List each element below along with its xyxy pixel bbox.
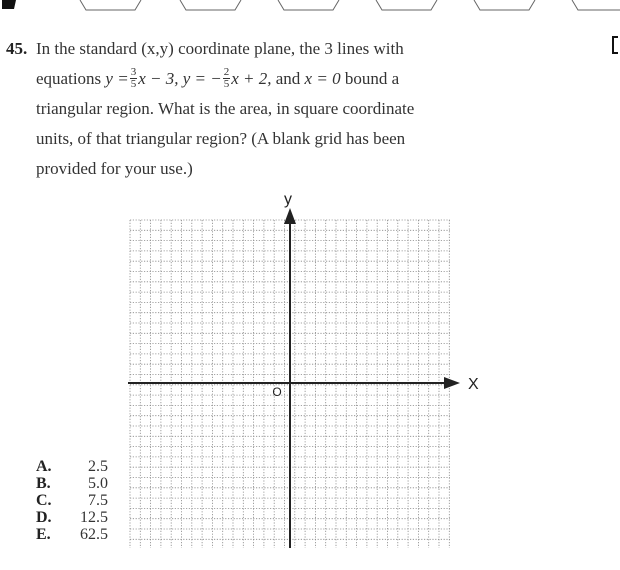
question-text: In the standard (x,y) coordinate plane, the 3 lines with bbox=[36, 39, 404, 58]
header-triangle bbox=[80, 0, 141, 10]
origin-label: O bbox=[272, 385, 282, 399]
header-triangle bbox=[278, 0, 339, 10]
question-line bbox=[36, 34, 404, 64]
question-line-equations bbox=[36, 64, 399, 94]
fraction-2-5: $\frac{2}{5}$ bbox=[223, 65, 230, 90]
choice-letter: C. bbox=[36, 492, 52, 509]
question-text: units, of that triangular region? (A blank grid has been bbox=[36, 129, 406, 148]
question-text: equations bbox=[36, 69, 102, 88]
x-axis-arrow bbox=[444, 377, 460, 389]
equation-1-rest: x − 3, bbox=[138, 69, 179, 88]
choice-value: 5.0 bbox=[88, 475, 108, 492]
question-text: triangular region. What is the area, in square coordinate bbox=[36, 99, 415, 118]
choice-value: 12.5 bbox=[80, 509, 108, 526]
equation-2-lhs: y = − bbox=[182, 69, 222, 88]
equation-2-rest: x + 2, bbox=[231, 69, 272, 88]
question-text: and bbox=[275, 69, 301, 88]
y-axis-arrow bbox=[284, 208, 296, 224]
choice-letter: E. bbox=[36, 526, 51, 543]
y-axis-label: y bbox=[284, 191, 292, 208]
header-triangle bbox=[376, 0, 437, 10]
page-number-fragment bbox=[2, 0, 16, 9]
question-line bbox=[36, 124, 405, 154]
coordinate-grid bbox=[120, 186, 490, 556]
choice-letter: D. bbox=[36, 509, 52, 526]
choice-letter: A. bbox=[36, 458, 52, 475]
choice-value: 2.5 bbox=[88, 458, 108, 475]
header-triangle bbox=[474, 0, 535, 10]
margin-bracket bbox=[612, 36, 618, 54]
question-line bbox=[36, 94, 414, 124]
question-text: bound a bbox=[344, 69, 400, 88]
previous-page-strip bbox=[0, 0, 620, 14]
choice-value: 7.5 bbox=[88, 492, 108, 509]
question-number: 45. bbox=[6, 39, 28, 58]
choice-value: 62.5 bbox=[80, 526, 108, 543]
x-axis-label: X bbox=[468, 376, 479, 393]
header-triangle bbox=[572, 0, 620, 10]
question-text: provided for your use.) bbox=[36, 159, 193, 178]
equation-3: x = 0 bbox=[304, 69, 341, 88]
fraction-3-5: $\frac{3}{5}$ bbox=[130, 65, 137, 90]
question-line bbox=[36, 154, 193, 184]
equation-1-lhs: y = bbox=[105, 69, 129, 88]
choice-letter: B. bbox=[36, 475, 51, 492]
header-triangle bbox=[180, 0, 241, 10]
